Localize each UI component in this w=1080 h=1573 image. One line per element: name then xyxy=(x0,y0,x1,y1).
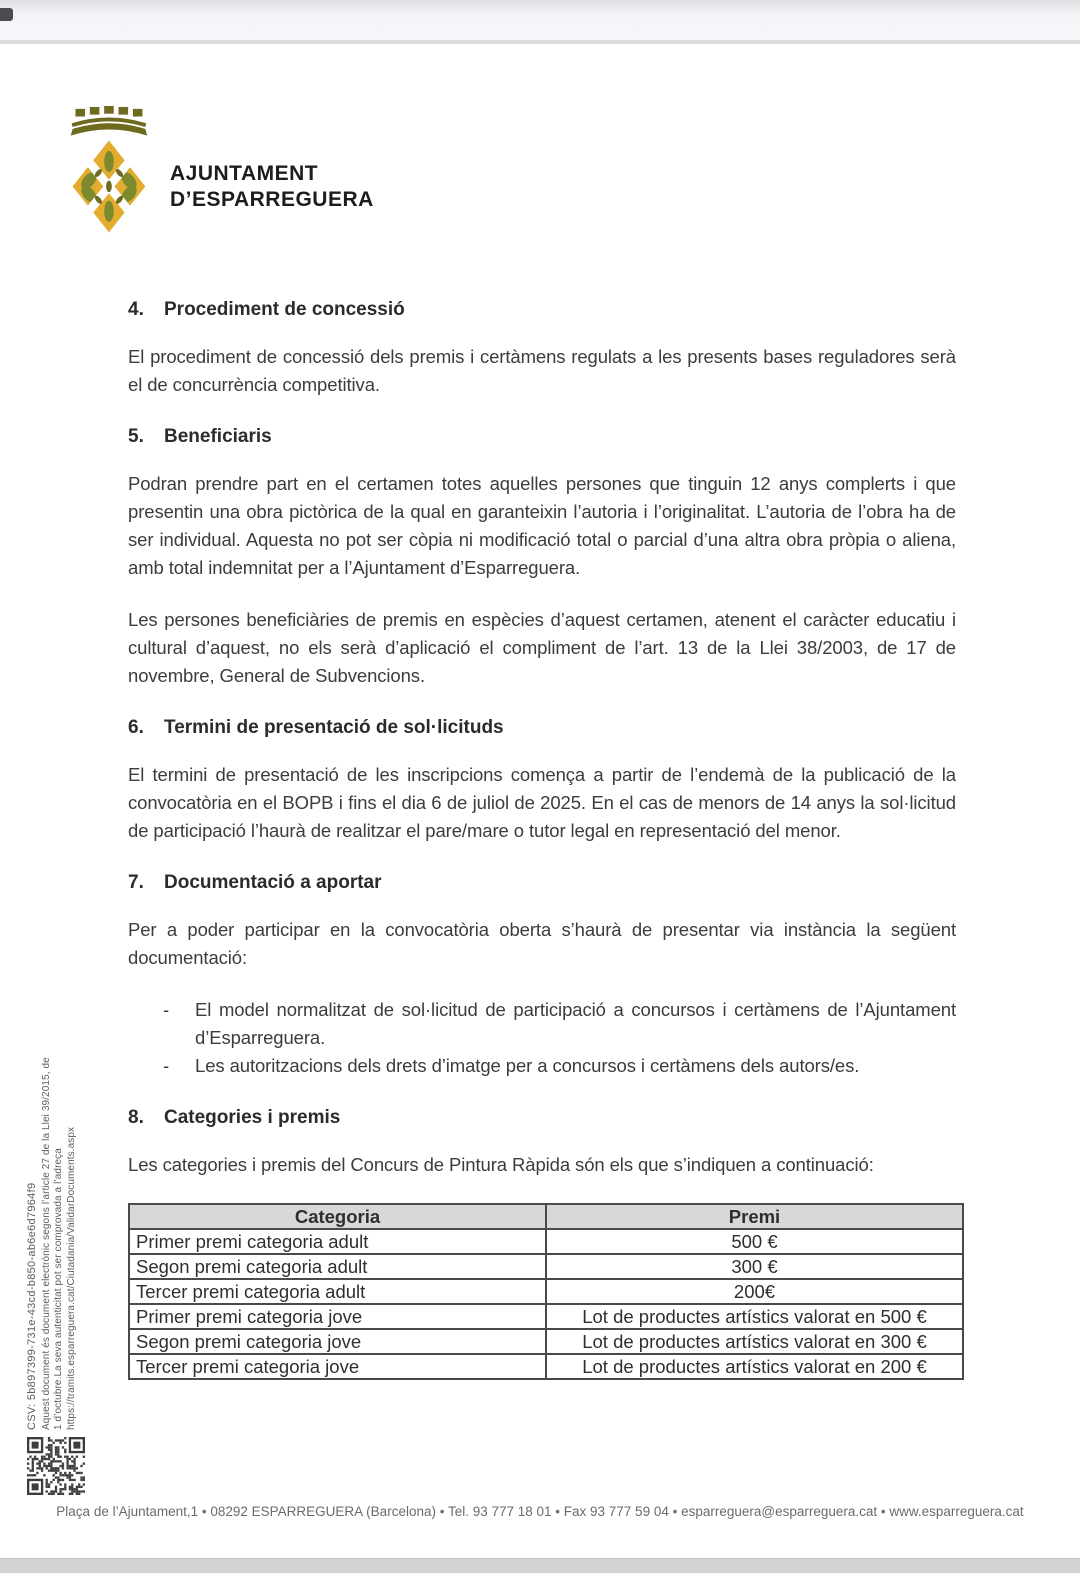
section-4-heading xyxy=(128,296,956,324)
prize-cell: 300 € xyxy=(546,1254,963,1279)
column-header-categoria: Categoria xyxy=(129,1204,546,1229)
organization-name xyxy=(170,161,374,213)
prize-cell: Lot de productes artístics valorat en 300 € xyxy=(546,1329,963,1354)
table-row xyxy=(129,1329,963,1354)
validation-url: https://tramits.esparreguera.cat/Ciutadania/ValidarDocuments.aspx xyxy=(65,1126,77,1430)
bullet-text: Les autoritzacions dels drets d’imatge per a concursos i certàmens dels autors/es. xyxy=(195,1055,860,1076)
section-5-paragraph-2: Les persones beneficiàries de premis en espècies d’aquest certamen, atenent el caràcter educatiu i cultural d’aquest, no els serà d’aplicació el compliment de l’art. 13 de la Llei 38/2003, de 17 de novembre, General de Subvencions. xyxy=(128,609,956,686)
prize-cell: 500 € xyxy=(546,1229,963,1254)
section-7-paragraph: Per a poder participar en la convocatòria oberta s’haurà de presentar via instància la següent documentació: xyxy=(128,919,956,968)
category-cell: Primer premi categoria jove xyxy=(129,1304,546,1329)
list-item xyxy=(163,1052,956,1080)
table-row xyxy=(129,1229,963,1254)
category-cell: Segon premi categoria jove xyxy=(129,1329,546,1354)
section-7-heading xyxy=(128,869,956,897)
section-6-heading xyxy=(128,714,956,742)
category-cell: Tercer premi categoria jove xyxy=(129,1354,546,1379)
section-8-heading xyxy=(128,1104,956,1132)
section-8-paragraph: Les categories i premis del Concurs de Pintura Ràpida són els que s’indiquen a continuació: xyxy=(128,1154,874,1175)
validation-line-1: Aquest document és document electrònic segons l’article 27 de la Llei 39/2015, de xyxy=(40,1057,52,1430)
table-row xyxy=(129,1304,963,1329)
section-6-title: Termini de presentació de sol·licituds xyxy=(164,717,504,738)
viewer-top-bar xyxy=(0,0,1080,44)
validation-line-2: 1 d’octubre.La seva autenticitat pot ser comprovada a l’adreça xyxy=(53,1148,64,1430)
section-5-title: Beneficiaris xyxy=(164,426,272,447)
section-5-number: 5. xyxy=(128,426,144,447)
prize-cell: 200€ xyxy=(546,1279,963,1304)
table-row xyxy=(129,1254,963,1279)
section-5-heading xyxy=(128,423,956,451)
table-row xyxy=(129,1354,963,1379)
bullet-dash: - xyxy=(163,999,170,1020)
list-item xyxy=(163,996,956,1052)
section-5-paragraph-1: Podran prendre part en el certamen totes aquelles persones que tinguin 12 anys complerts i que presentin una obra pictòrica de la qual en garanteixin l’autoria i l’originalitat. L’autoria de l’obra ha de ser individual. Aquesta no pot ser còpia ni modificació total o parcial d’una altra obra pròpia o aliena, amb total indemnitat per a l’Ajuntament d’Esparreguera. xyxy=(128,473,956,578)
coat-of-arms-icon xyxy=(60,106,156,240)
section-4-number: 4. xyxy=(128,299,144,320)
table-row xyxy=(129,1279,963,1304)
prize-cell: Lot de productes artístics valorat en 200 € xyxy=(546,1354,963,1379)
footer-contact-line: Plaça de l’Ajuntament,1 • 08292 ESPARREGUERA (Barcelona) • Tel. 93 777 18 01 • Fax 93 777 59 04 • esparreguera@esparreguera.cat • www.esparreguera.cat xyxy=(56,1504,1024,1519)
csv-code: CSV: 5b897399-731e-43cd-b850-ab6e6d7964f9 xyxy=(26,1182,38,1430)
section-6-paragraph: El termini de presentació de les inscripcions comença a partir de l’endemà de la publicació de la convocatòria en el BOPB i fins el dia 6 de juliol de 2025. En el cas de menors de 14 anys la sol·licitud de participació l’haurà de realitzar el pare/mare o tutor legal en representació del menor. xyxy=(128,764,956,841)
section-6-number: 6. xyxy=(128,717,144,738)
validation-side-note xyxy=(26,960,78,1430)
section-7-title: Documentació a aportar xyxy=(164,872,382,893)
qr-code xyxy=(27,1437,85,1495)
prize-cell: Lot de productes artístics valorat en 500 € xyxy=(546,1304,963,1329)
bullet-text: El model normalitzat de sol·licitud de participació a concursos i certàmens de l’Ajuntament d’Esparreguera. xyxy=(195,999,956,1048)
column-header-premi: Premi xyxy=(546,1204,963,1229)
section-4-paragraph: El procediment de concessió dels premis i certàmens regulats a les presents bases reguladores serà el de concurrència competitiva. xyxy=(128,346,956,395)
bullet-dash: - xyxy=(163,1055,170,1076)
categories-prizes-table xyxy=(128,1203,964,1380)
category-cell: Primer premi categoria adult xyxy=(129,1229,546,1254)
documents-bullet-list xyxy=(163,996,956,1080)
section-4-title: Procediment de concessió xyxy=(164,299,405,320)
section-8-title: Categories i premis xyxy=(164,1107,341,1128)
section-7-number: 7. xyxy=(128,872,144,893)
category-cell: Tercer premi categoria adult xyxy=(129,1279,546,1304)
org-name-line2: D’ESPARREGUERA xyxy=(170,188,374,211)
org-name-line1: AJUNTAMENT xyxy=(170,162,319,185)
viewer-corner-chip xyxy=(0,8,13,21)
category-cell: Segon premi categoria adult xyxy=(129,1254,546,1279)
section-8-number: 8. xyxy=(128,1107,144,1128)
municipal-logo xyxy=(60,106,374,240)
document-body xyxy=(128,292,956,1380)
table-header-row xyxy=(129,1204,963,1229)
viewer-bottom-bar xyxy=(0,1558,1080,1573)
